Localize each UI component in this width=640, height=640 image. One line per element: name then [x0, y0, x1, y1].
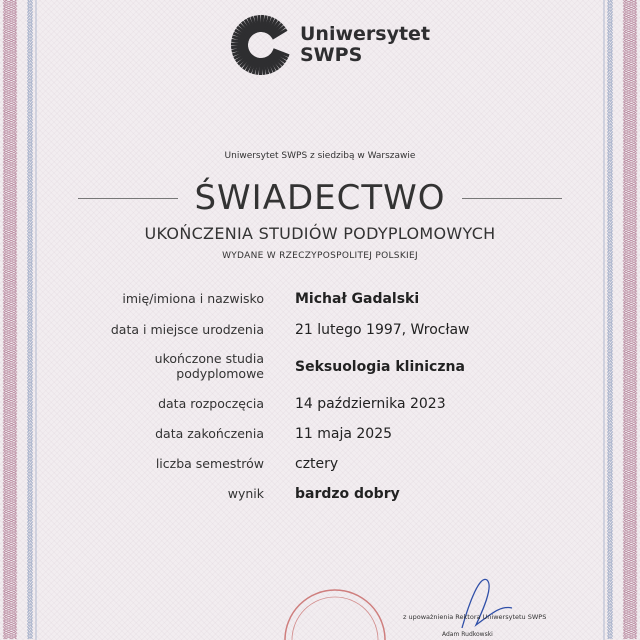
field-value: 11 maja 2025	[295, 426, 393, 442]
field-value: bardzo dobry	[295, 486, 400, 502]
field-label-line2: podyplomowe	[176, 366, 264, 381]
logo-wordmark	[300, 24, 430, 66]
certificate-subtitle: UKOŃCZENIA STUDIÓW PODYPLOMOWYCH	[144, 224, 496, 243]
field-value: cztery	[295, 456, 339, 472]
seal-stamp-fragment	[285, 590, 385, 640]
field-value: 21 lutego 1997, Wrocław	[295, 322, 470, 338]
field-row-result	[0, 487, 640, 517]
field-row-start-date	[0, 397, 640, 427]
field-label: data i miejsce urodzenia	[110, 322, 264, 337]
field-value: Michał Gadalski	[295, 291, 420, 307]
field-row-birth	[0, 323, 640, 353]
logo-line2: SWPS	[300, 44, 363, 66]
field-label: liczba semestrów	[155, 456, 264, 471]
field-row-name	[0, 292, 640, 322]
issuer-line: Uniwersytet SWPS z siedzibą w Warszawie	[224, 151, 416, 161]
field-label: data rozpoczęcia	[158, 396, 264, 411]
field-label: data zakończenia	[155, 426, 264, 441]
field-row-end-date	[0, 427, 640, 457]
signature-name: Adam Rudkowski	[442, 631, 493, 638]
field-row-semesters	[0, 457, 640, 487]
issued-in-line: WYDANE W RZECZYPOSPOLITEJ POLSKIEJ	[222, 251, 418, 261]
signature-caption: z upoważnienia Rektora Uniwersytetu SWPS	[403, 613, 547, 621]
certificate-title: ŚWIADECTWO	[194, 178, 446, 218]
logo-line1: Uniwersytet	[300, 23, 431, 45]
field-row-studies	[0, 352, 640, 382]
field-label: wynik	[227, 486, 264, 501]
field-label-line1: ukończone studia	[154, 351, 264, 366]
field-label: imię/imiona i nazwisko	[122, 291, 264, 306]
field-value: 14 października 2023	[295, 396, 446, 412]
field-value: Seksuologia kliniczna	[295, 359, 465, 375]
